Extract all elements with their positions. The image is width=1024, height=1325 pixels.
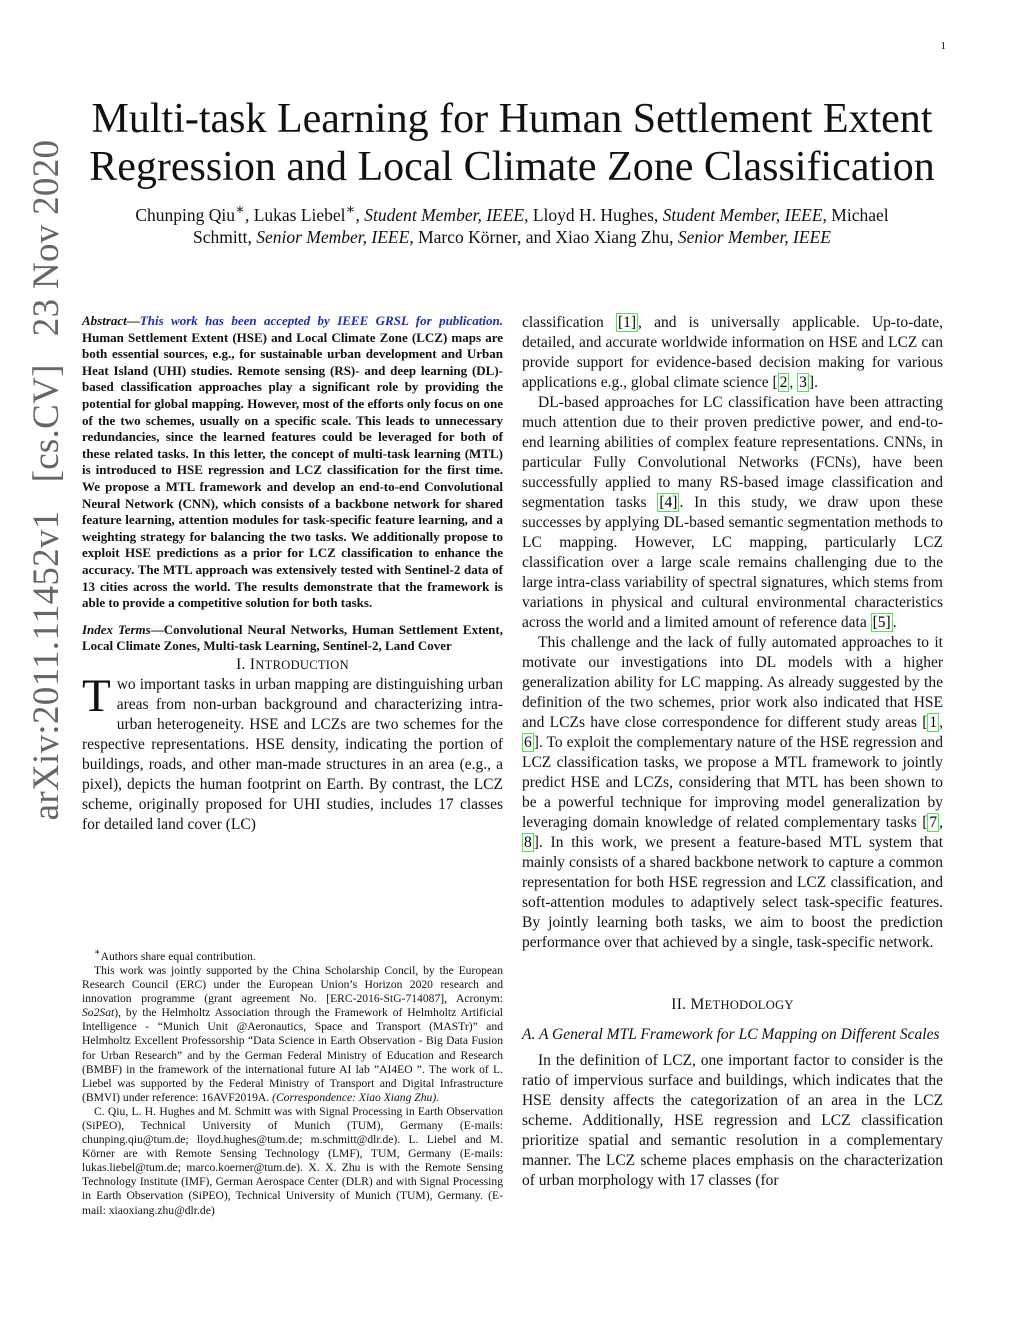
acceptance-note: This work has been accepted by IEEE GRSL for publication. (139, 313, 503, 328)
body-paragraph (522, 633, 943, 953)
footnote-affiliations (82, 1105, 503, 1218)
separator: , (822, 204, 832, 225)
author-list (100, 199, 924, 248)
citation-link[interactable]: 7 (929, 814, 938, 831)
footnote-text: This work was jointly supported by the China Scholarship Concil, by the European Research Council (ERC) under the European Union’s Horizon 2020 research and innovation programme (grant agreement No. [ERC-2016-StG-714087], Acronym: (82, 963, 503, 1006)
footnote-mark: ∗ (94, 947, 101, 958)
separator: , (939, 814, 943, 831)
citation-link[interactable]: 2 (779, 374, 788, 391)
body-paragraph (522, 393, 943, 633)
section-initial: M (690, 996, 705, 1013)
equal-contribution-mark: ∗ (235, 202, 245, 218)
title-line-1: Multi-task Learning for Human Settlement Extent (91, 96, 933, 142)
drop-cap: T (82, 669, 111, 722)
body-text: This challenge and the lack of fully automated approaches to it motivate our investigations into DL models with a higher generalization ability for LC mapping. As already suggested by the definition of the two schemes, prior work also indicated that HSE and LCZs have close correspondence for different study areas [ (522, 634, 943, 731)
left-column (82, 313, 503, 835)
equal-contribution-mark: ∗ (345, 202, 356, 218)
section-title-smallcaps: ETHODOLOGY (704, 998, 794, 1012)
body-text: classification (522, 314, 616, 331)
author-name: Xiao Xiang Zhu (555, 226, 670, 247)
footnote-funding (82, 964, 503, 1105)
separator: , (244, 204, 254, 225)
arxiv-id: arXiv:2011.11452v1 (25, 510, 67, 821)
citation-link[interactable]: 8 (524, 834, 532, 851)
citation-link[interactable]: 1 (929, 714, 938, 731)
author-name: Lloyd H. Hughes (532, 204, 654, 225)
separator: , (789, 374, 798, 391)
footnote-text: C. Qiu, L. H. Hughes and M. Schmitt was with Signal Processing in Earth Observation (SiPEO), Technical University of Munich (TUM), Germany (E-mails: chunping.qiu@tum.de; lloyd.hughes@tum.de; m.schmitt@dlr.de). L. Liebel and M. Körner are with Remote Sensing Technology (LMF), TUM, Germany (E-mails: lukas.liebel@tum.de; marco.koerner@tum.de). X. X. Zhu is with the Remote Sensing Technology Institute (IMF), German Aerospace Center (DLR) and with Signal Processing in Earth Observation (SiPEO), Technical University of Munich (TUM), Germany. (E-mail: xiaoxiang.zhu@dlr.de) (82, 1104, 503, 1217)
author-role: Senior Member, IEEE (256, 226, 410, 247)
body-paragraph (522, 1051, 943, 1191)
citation-link[interactable]: [1] (617, 314, 637, 331)
body-paragraph (522, 313, 943, 393)
author-role: Student Member, IEEE (662, 204, 823, 225)
arxiv-category: [cs.CV] (25, 364, 67, 483)
footnote-equal-contribution (82, 946, 503, 964)
body-text: ]. (808, 374, 818, 391)
index-terms-dash: — (150, 621, 164, 637)
index-terms-text: Convolutional Neural Networks, Human Settlement Extent, Local Climate Zones, Multi-task Learning, Sentinel-2, Land Cover (82, 621, 503, 654)
separator: , (355, 204, 365, 225)
section-heading-introduction (82, 655, 503, 675)
section-numeral: II. (671, 996, 691, 1013)
abstract (82, 313, 503, 612)
footnote-text: ), by the Helmholtz Association through the Framework of Helmholtz Artificial Intelligence - “Munich Unit @Aeronautics, Space and Transport (MASTr)” and Helmholtz Excellent Professorship “Data Science in Earth Observation - Big Data Fusion for Urban Research” and by the German Federal Ministry of Education and Research (BMBF) in the framework of the international future AI lab ”AI4EO ”. The work of L. Liebel was supported by the Federal Ministry of Transport and Digital Infrastructure (BMVI) under reference: 16AVF2019A. (82, 1006, 503, 1104)
author-role: Student Member, IEEE (364, 204, 525, 225)
separator: , (939, 714, 943, 731)
index-terms-label: Index Terms (82, 621, 151, 637)
separator: , (669, 226, 678, 247)
footnotes (82, 946, 503, 1218)
footnote-text: Authors share equal contribution. (100, 949, 256, 963)
right-column (522, 313, 943, 1191)
intro-paragraph (82, 669, 503, 835)
abstract-dash: — (126, 313, 140, 328)
acronym: So2Sat (82, 1006, 115, 1020)
body-text: . In this study, we draw upon these successes by applying DL-based semantic segmentation methods to LC mapping. However, LC mapping, particularly LCZ classification over a large scale remains challenging due to the large intra-class variability of spectral signatures, which stems from variations in physical and cultural environmental characteristics across the world and a limited amount of reference data (522, 494, 944, 631)
author-role: Senior Member, IEEE (677, 226, 831, 247)
body-text: ]. To exploit the complementary nature of the HSE regression and LCZ classification tasks, we propose a MTL framework to jointly predict HSE and LCZs, considering that MTL has been shown to be a powerful technique for improving model generalization by leveraging domain knowledge of related complementary tasks [ (522, 734, 943, 831)
abstract-label: Abstract (82, 313, 127, 328)
separator: , (409, 226, 419, 247)
title-line-2: Regression and Local Climate Zone Classification (89, 144, 935, 190)
author-name: Lukas Liebel (253, 204, 346, 225)
section-numeral: I. (236, 655, 250, 673)
subsection-heading: A. A General MTL Framework for LC Mapping on Different Scales (522, 1026, 940, 1043)
page-number: 1 (940, 40, 946, 52)
section-title-smallcaps: NTRODUCTION (255, 657, 349, 672)
author-name: Chunping Qiu (135, 204, 236, 225)
body-text: , and is universally applicable. Up-to-date, detailed, and accurate worldwide information on HSE and LCZ can provide support for evidence-based decision making for various applications e.g., global climate science [ (522, 314, 944, 391)
section-initial: I (249, 655, 256, 673)
body-text: . (892, 614, 897, 631)
citation-link[interactable]: 3 (799, 374, 807, 391)
intro-text: wo important tasks in urban mapping are distinguishing urban areas from non-urban background and characterizing intra-urban heterogeneity. HSE and LCZs are two schemes for the respective representations. HSE density, indicating the portion of buildings, roads, and other man-made structures in an area (e.g., a pixel), depicts the human footprint on Earth. By contrast, the LCZ scheme, originally proposed for UHI studies, includes 17 classes for detailed land cover (LC) (82, 675, 503, 833)
separator: , and (516, 226, 556, 247)
body-text: DL-based approaches for LC classification have been attracting much attention due to their proven predictive power, and end-to-end learning abilities of complex feature representations. CNNs, in particular Fully Convolutional Networks (FCNs), have been successfully applied to many RS-based image classification and segmentation tasks (522, 394, 943, 511)
author-name: Schmitt (193, 226, 248, 247)
citation-link[interactable]: 6 (524, 734, 532, 751)
author-name: Marco Körner (418, 226, 517, 247)
index-terms (82, 622, 503, 655)
separator: , (247, 226, 257, 247)
paper-title (60, 95, 964, 191)
section-heading-methodology (522, 995, 943, 1015)
correspondence-note: (Correspondence: Xiao Xiang Zhu). (272, 1090, 440, 1104)
arxiv-date: 23 Nov 2020 (25, 139, 67, 337)
abstract-text: Human Settlement Extent (HSE) and Local Climate Zone (LCZ) maps are both essential sources, e.g., for sustainable urban development and Urban Heat Island (UHI) studies. Remote sensing (RS)- and deep learning (DL)-based classification approaches play a significant role by providing the potential for global mapping. However, most of the efforts only focus on one of the two schemes, usually on a specific scale. This leads to unnecessary redundancies, since the learned features could be leveraged for both of these related tasks. In this letter, the concept of multi-task learning (MTL) is introduced to HSE regression and LCZ classification for the first time. We propose a MTL framework and develop an end-to-end Convolutional Neural Network (CNN), which consists of a backbone network for shared feature learning, attention modules for task-specific feature learning, and a weighting strategy for balancing the two tasks. We additionally propose to exploit HSE predictions as a prior for LCZ classification to enhance the accuracy. The MTL approach was extensively tested with Sentinel-2 data of 13 cities across the world. The results demonstrate that the framework is able to provide a competitive solution for both tasks. (82, 329, 503, 611)
body-text: In the definition of LCZ, one important factor to consider is the ratio of impervious surface and buildings, which indicates that the HSE density affects the categorization of an area in the LCZ scheme. Additionally, HSE regression and LCZ classification prioritize spatial and semantic resolution in a complementary manner. The LCZ scheme places emphasis on the characterization of urban morphology with 17 classes (for (522, 1052, 943, 1189)
separator: , (524, 204, 533, 225)
citation-link[interactable]: [5] (872, 614, 891, 631)
separator: , (653, 204, 663, 225)
citation-link[interactable]: [4] (659, 494, 678, 511)
body-text: ]. In this work, we present a feature-based MTL system that mainly consists of a shared backbone network to capture a common representation for both HSE regression and LCZ classification, and soft-attention modules to adaptively select task-specific features. By jointly learning both tasks, we aim to boost the prediction performance over that achieved by a single, task-specific network. (522, 834, 943, 951)
author-name: Michael (831, 204, 889, 225)
